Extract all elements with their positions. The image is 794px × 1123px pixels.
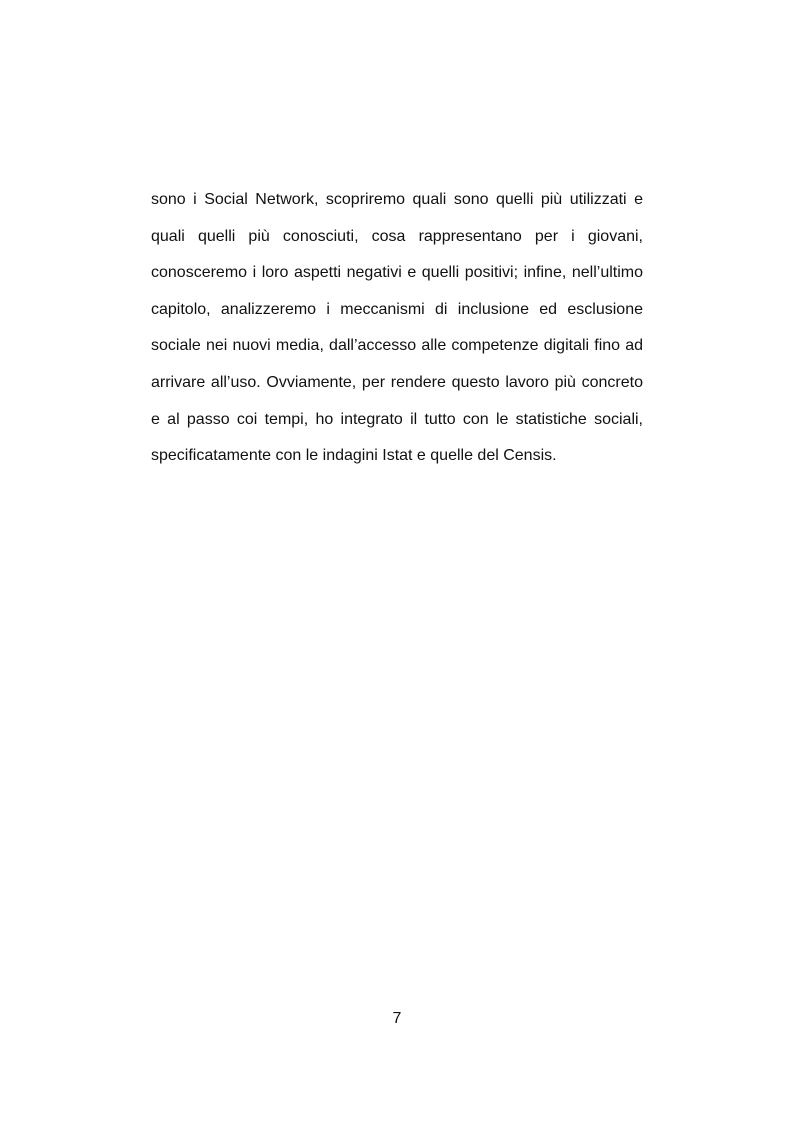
page-number: 7: [392, 1010, 402, 1027]
paragraph-line-1: sono i Social Network, scopriremo quali sono quelli più utilizzati e: [151, 191, 643, 208]
paragraph-line-5: sociale nei nuovi media, dall’accesso alle competenze digitali fino ad: [151, 337, 643, 355]
paragraph-line-2: quali quelli più conosciuti, cosa rappresentano per i giovani,: [151, 227, 643, 245]
paragraph-line-7: e al passo coi tempi, ho integrato il tutto con le statistiche sociali,: [151, 410, 643, 428]
paragraph-line-3: conosceremo i loro aspetti negativi e quelli positivi; infine, nell’ultimo: [151, 264, 643, 282]
body-paragraph: [151, 182, 643, 475]
paragraph-line-8: specificatamente con le indagini Istat e quelle del Censis.: [151, 447, 557, 465]
paragraph-line-4: capitolo, analizzeremo i meccanismi di inclusione ed esclusione: [151, 300, 643, 318]
paragraph-line-6: arrivare all’uso. Ovviamente, per rendere questo lavoro più concreto: [151, 373, 643, 391]
